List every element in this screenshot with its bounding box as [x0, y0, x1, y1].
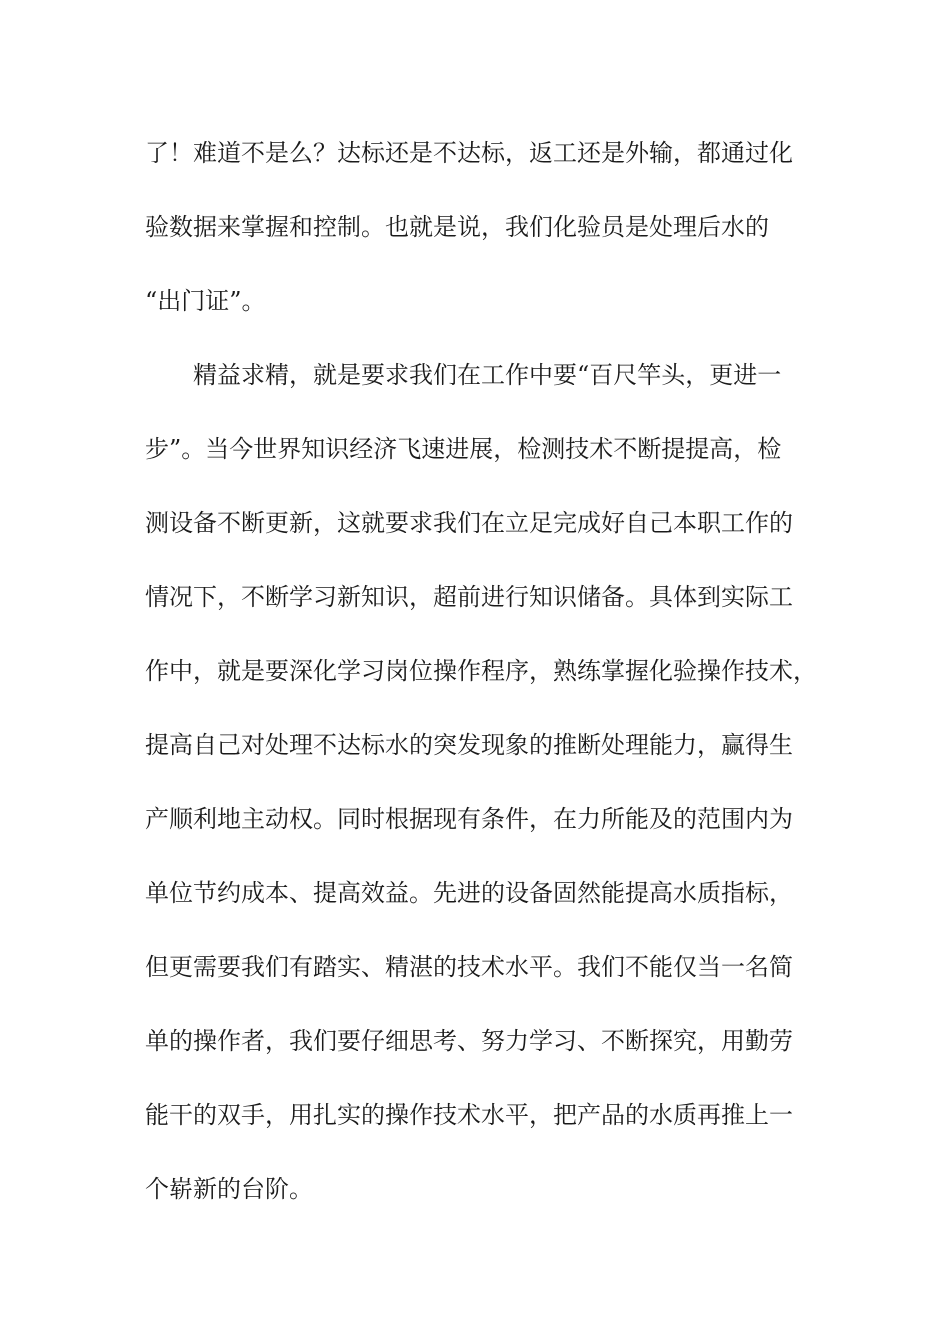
text-line: 测设备不断更新，这就要求我们在立足完成好自己本职工作的 — [145, 509, 793, 537]
text-line: 能干的双手，用扎实的操作技术水平，把产品的水质再推上一 — [145, 1101, 793, 1129]
text-line: 单位节约成本、提高效益。先进的设备固然能提高水质指标， — [145, 879, 793, 907]
text-line: 提高自己对处理不达标水的突发现象的推断处理能力，赢得生 — [145, 731, 793, 759]
text-line: 但更需要我们有踏实、精湛的技术水平。我们不能仅当一名简 — [145, 953, 793, 981]
text-line: 个崭新的台阶。 — [145, 1175, 313, 1203]
body-text — [145, 134, 825, 1244]
paragraph-first-line: 精益求精，就是要求我们在工作中要“百尺竿头，更进一 — [193, 361, 782, 389]
text-line: “出门证”。 — [145, 287, 266, 315]
text-line: 了！难道不是么？达标还是不达标，返工还是外输，都通过化 — [145, 139, 793, 167]
text-line: 情况下，不断学习新知识，超前进行知识储备。具体到实际工 — [145, 583, 793, 611]
text-line: 单的操作者，我们要仔细思考、努力学习、不断探究，用勤劳 — [145, 1027, 793, 1055]
text-line: 验数据来掌握和控制。也就是说，我们化验员是处理后水的 — [145, 213, 769, 241]
text-line: 作中，就是要深化学习岗位操作程序，熟练掌握化验操作技术， — [145, 657, 817, 685]
text-line: 步”。当今世界知识经济飞速进展，检测技术不断提提高，检 — [145, 435, 782, 463]
text-line: 产顺利地主动权。同时根据现有条件，在力所能及的范围内为 — [145, 805, 793, 833]
